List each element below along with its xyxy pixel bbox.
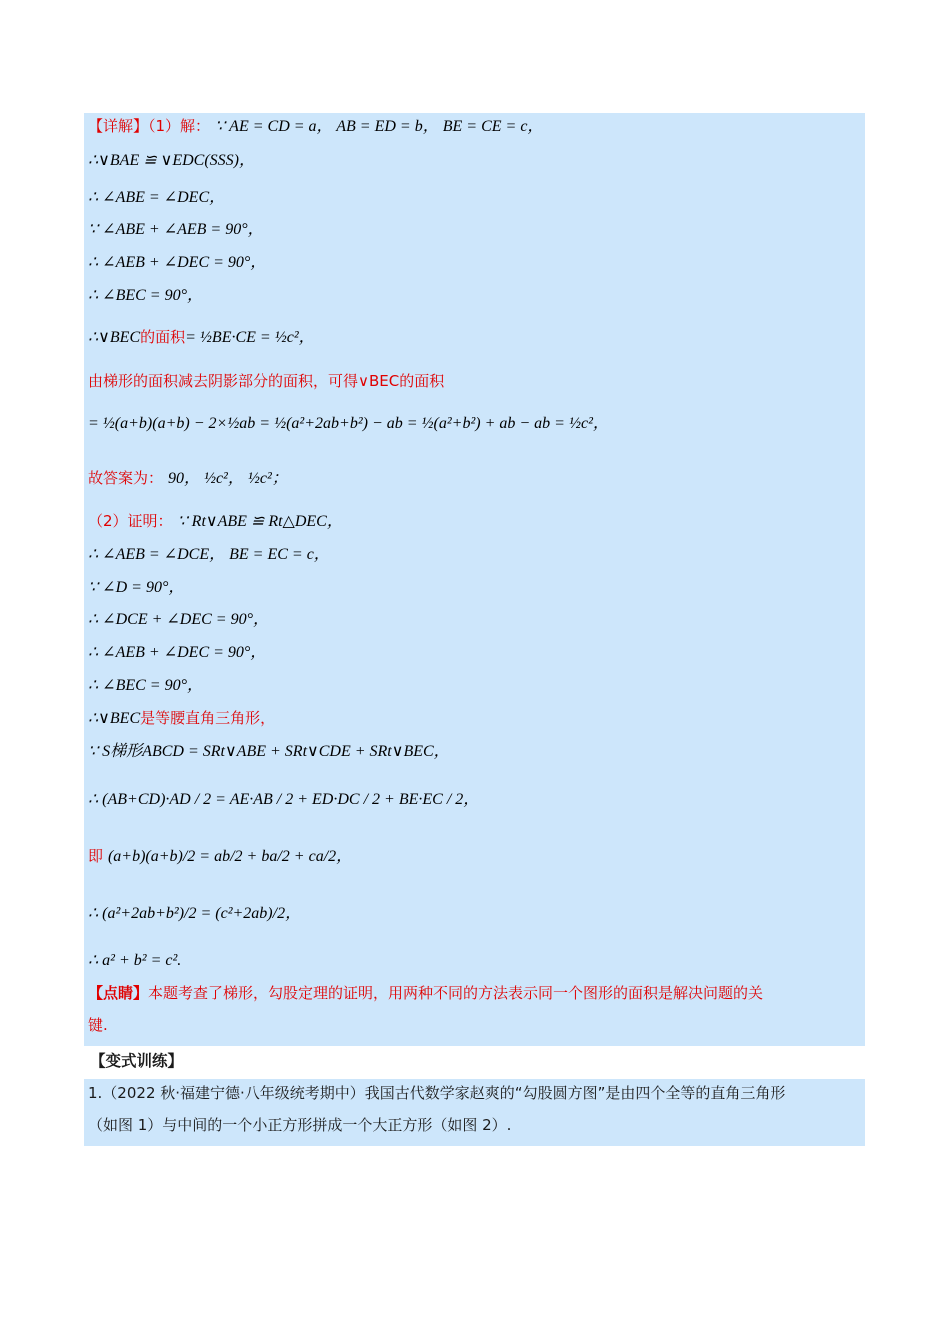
solution-line-17 xyxy=(88,708,275,729)
solution-line-5 xyxy=(88,252,266,273)
solution-line-9 xyxy=(88,413,609,434)
solution-line-10 xyxy=(88,468,288,489)
pythagorean-result: ∴ a² + b² = c². xyxy=(88,952,182,969)
angle-equality: ∴ ∠ABE = ∠DEC， xyxy=(88,189,226,206)
angle-d: ∵ ∠D = 90°， xyxy=(88,579,185,596)
solution-line-16 xyxy=(88,675,203,696)
angle-sum-4: ∴ ∠AEB + ∠DEC = 90°， xyxy=(88,644,267,661)
solution-line-19 xyxy=(88,789,479,810)
solution-line-21 xyxy=(88,903,301,924)
solution-line-18 xyxy=(88,741,450,762)
variant-training-heading: 【变式训练】 xyxy=(90,1052,184,1070)
given-equalities: ∵ AE = CD = a， AB = ED = b， BE = CE = c， xyxy=(215,118,544,135)
triangle-bec-2: ∴∨BEC xyxy=(88,710,141,727)
rt-congruence: ∵ Rt∨ABE ≌ Rt△DEC， xyxy=(177,513,343,530)
isosceles-right-text: 是等腰直角三角形， xyxy=(140,709,276,727)
answer-values: 90， ½c²， ½c²； xyxy=(167,470,288,487)
part2-intro: （2）证明： xyxy=(88,512,173,530)
angle-and-side-equality: ∴ ∠AEB = ∠DCE， BE = EC = c， xyxy=(88,546,330,563)
right-angle: ∴ ∠BEC = 90°， xyxy=(88,287,204,304)
angle-sum-1: ∵ ∠ABE + ∠AEB = 90°， xyxy=(88,221,264,238)
simplified-equation: ∴ (a²+2ab+b²)/2 = (c²+2ab)/2， xyxy=(88,905,302,922)
angle-sum-3: ∴ ∠DCE + ∠DEC = 90°， xyxy=(88,611,269,628)
trapezoid-method-text: 由梯形的面积减去阴影部分的面积，可得∨BEC的面积 xyxy=(88,372,445,390)
comment-text: 本题考查了梯形，勾股定理的证明，用两种不同的方法表示同一个图形的面积是解决问题的关 xyxy=(148,984,764,1002)
exercise-line-2: （如图 1）与中间的一个小正方形拼成一个大正方形（如图 2）. xyxy=(88,1116,512,1134)
solution-line-24 xyxy=(88,1015,108,1035)
namely-label: 即 xyxy=(88,847,104,865)
solution-line-2 xyxy=(88,150,255,171)
solution-line-22 xyxy=(88,950,181,971)
solution-line-1 xyxy=(88,116,543,137)
answer-label: 故答案为： xyxy=(88,469,164,487)
solution-line-12 xyxy=(88,544,330,565)
comment-tag: 【点睛】 xyxy=(88,984,149,1002)
substituted-equation: (a+b)(a+b)/2 = ab/2 + ba/2 + ca/2， xyxy=(107,848,353,865)
triangle-bec: ∴∨BEC xyxy=(88,329,141,346)
solution-line-20 xyxy=(88,846,352,867)
solution-line-11 xyxy=(88,511,343,532)
area-bec-formula: = ½BE·CE = ½c²， xyxy=(185,329,315,346)
detail-tag: 【详解】 xyxy=(88,117,149,135)
area-label: 的面积 xyxy=(140,328,186,346)
right-angle-2: ∴ ∠BEC = 90°， xyxy=(88,677,204,694)
area-fraction-equation: ∴ (AB+CD)·AD / 2 = AE·AB / 2 + ED·DC / 2 + BE·EC / 2， xyxy=(88,791,480,808)
solution-line-8 xyxy=(88,371,444,391)
area-sum-equation: ∵ S梯形ABCD = SRt∨ABE + SRt∨CDE + SRt∨BEC， xyxy=(88,743,450,760)
solution-line-14 xyxy=(88,609,269,630)
solution-line-23 xyxy=(88,983,763,1003)
solution-line-6 xyxy=(88,285,203,306)
exercise-block xyxy=(84,1079,865,1146)
congruence-sss: ∴∨BAE ≌ ∨EDC(SSS)， xyxy=(88,152,255,169)
solution-line-3 xyxy=(88,187,225,208)
solution-line-7 xyxy=(88,327,315,348)
solution-line-15 xyxy=(88,642,266,663)
angle-sum-2: ∴ ∠AEB + ∠DEC = 90°， xyxy=(88,254,267,271)
solution-line-4 xyxy=(88,219,264,240)
part1-intro: （1）解： xyxy=(148,117,211,135)
area-derivation: = ½(a+b)(a+b) − 2×½ab = ½(a²+2ab+b²) − ab = ½(a²+b²) + ab − ab = ½c²， xyxy=(88,415,609,432)
comment-text-cont: 键. xyxy=(88,1016,108,1034)
solution-line-13 xyxy=(88,577,184,598)
exercise-line-1: 1.（2022 秋·福建宁德·八年级统考期中）我国古代数学家赵爽的“勾股圆方图”是由四个全等的直角三角形 xyxy=(88,1084,786,1102)
solution-block xyxy=(84,113,865,1046)
